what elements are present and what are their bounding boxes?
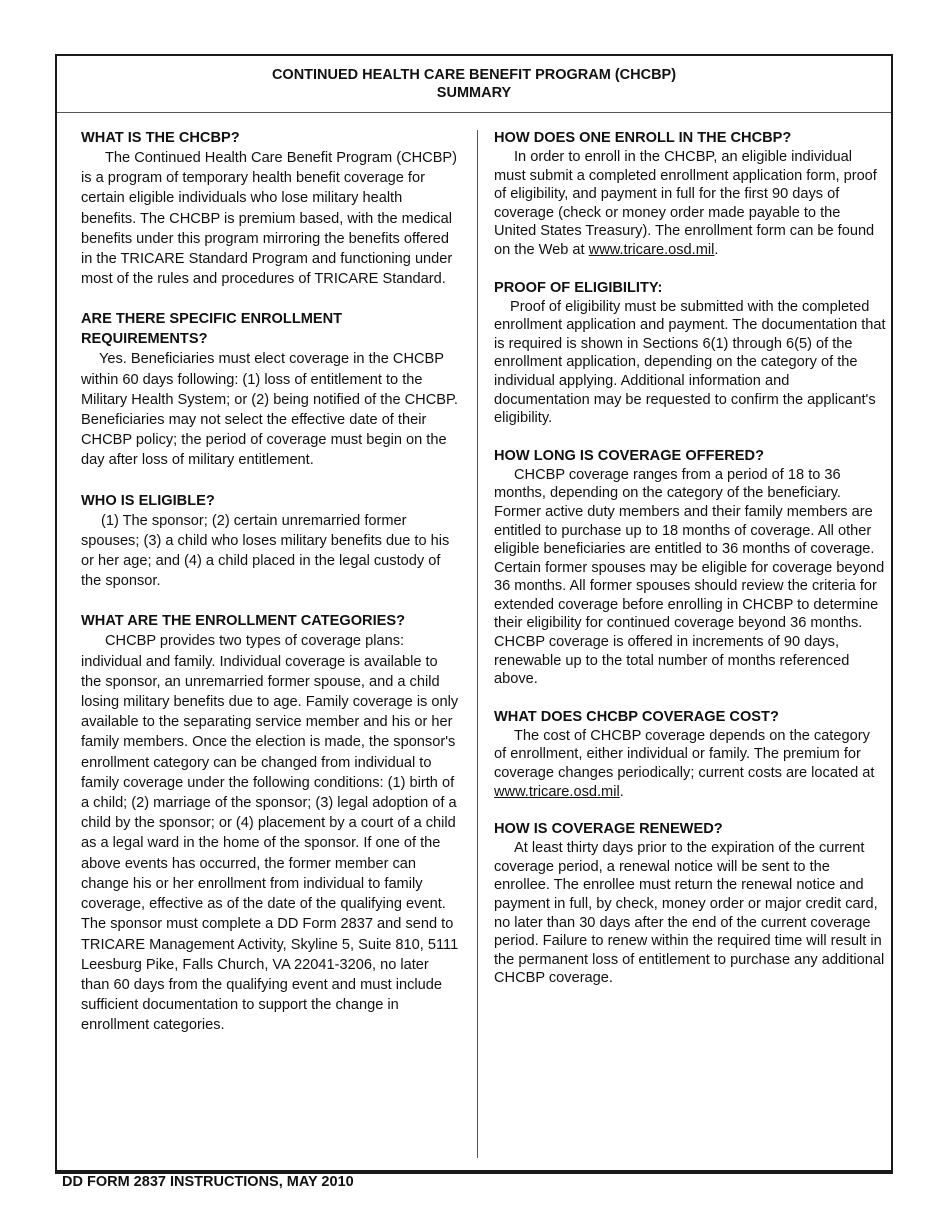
form-title: CONTINUED HEALTH CARE BENEFIT PROGRAM (CHCBP) [271, 67, 677, 83]
section-heading: WHAT DOES CHCBP COVERAGE COST? [494, 708, 779, 725]
form-header [57, 66, 891, 102]
form-footer: DD FORM 2837 INSTRUCTIONS, MAY 2010 [62, 1174, 354, 1190]
section-body: Yes. Beneficiaries must elect coverage in the CHCBP within 60 days following: (1) loss of entitlement to the Military Health System; or (2) being notified of the CHCBP. Beneficiaries may not select the effective date of their CHCBP policy; the period of coverage must begin on the day after loss of military entitlement. [81, 351, 458, 469]
form-frame [55, 54, 893, 1172]
section-heading: WHO IS ELIGIBLE? [81, 492, 215, 509]
section-heading: HOW DOES ONE ENROLL IN THE CHCBP? [494, 130, 792, 146]
column-divider [477, 130, 478, 1158]
section-body: The cost of CHCBP coverage depends on the category of enrollment, either individual or family. The premium for coverage changes periodically; current costs are located at www.tricare.osd.mil. [494, 727, 875, 800]
section-body: Proof of eligibility must be submitted with the completed enrollment application and payment. The documentation that is required is shown in Sections 6(1) through 6(5) of the enrollment application, depending on the category of the individual applying. Additional information and documentation may be requested to confirm the applicant's eligibility. [494, 298, 886, 427]
section-what-is-chcbp [81, 128, 459, 289]
section-who-is-eligible [81, 491, 459, 592]
section-how-to-enroll [494, 128, 886, 260]
section-heading: PROOF OF ELIGIBILITY: [494, 279, 663, 296]
section-body: The Continued Health Care Benefit Program (CHCBP) is a program of temporary health benefit coverage for certain eligible individuals who lose military health benefits. The CHCBP is premium based, with the medical benefits under this program mirroring the benefits offered in the TRICARE Standard Program and functioning under most of the rules and procedures of TRICARE Standard. [81, 150, 458, 288]
form-subtitle: SUMMARY [436, 85, 512, 101]
right-column [494, 128, 886, 1006]
section-body: (1) The sponsor; (2) certain unremarried former spouses; (3) a child who loses military benefits due to his or her age; and (4) a child placed in the legal custody of the sponsor. [81, 512, 450, 590]
header-divider [57, 112, 891, 113]
section-enrollment-categories [81, 611, 459, 1035]
section-body: CHCBP provides two types of coverage plans: individual and family. Individual coverage is available to the sponsor, an unremarried former spouse, and a child losing military benefits due to age. Family coverage is only available to the separating service member and his or her family members. Once the election is made, the sponsor's enrollment category can be changed from individual to family coverage under the following conditions: (1) birth of a child; (2) marriage of the sponsor; (3) legal adoption of a child by the sponsor; or (4) placement by a court of a child as a legal ward in the home of the sponsor. If one of the above events has occurred, the former member can change his or her enrollment from individual to family coverage, effective as of the date of the qualifying event. The sponsor must complete a DD Form 2837 and send to TRICARE Management Activity, Skyline 5, Suite 810, 5111 Leesburg Pike, Falls Church, VA 22041-3206, no later than 60 days from the qualifying event and must include sufficient documentation to support the change in enrollment categories. [81, 633, 459, 1034]
section-body: CHCBP coverage ranges from a period of 18 to 36 months, depending on the category of the beneficiary. Former active duty members and their family members are entitled to purchase up to 18 months of coverage. All other eligible beneficiaries are entitled to 36 months of coverage. Certain former spouses may be eligible for coverage beyond 36 months. All former spouses should review the criteria for extended coverage before enrolling in CHCBP to determine their eligibility for continued coverage beyond 36 months. CHCBP coverage is offered in increments of 90 days, renewable up to the total number of months referenced above. [494, 466, 885, 688]
section-heading: ARE THERE SPECIFIC ENROLLMENT REQUIREMENTS? [81, 311, 343, 348]
section-heading: HOW IS COVERAGE RENEWED? [494, 821, 723, 838]
tricare-web-link[interactable]: www.tricare.osd.mil [588, 241, 715, 258]
section-body: In order to enroll in the CHCBP, an eligible individual must submit a completed enrollment application form, proof of eligibility, and payment in full for the first 90 days of coverage (check or money order made payable to the United States Treasury). The enrollment form can be found on the Web at www.tricare.osd.mil. [494, 149, 877, 258]
section-heading: WHAT IS THE CHCBP? [81, 130, 240, 146]
section-coverage-cost [494, 707, 886, 801]
section-coverage-renewal [494, 819, 886, 988]
tricare-web-link[interactable]: www.tricare.osd.mil [494, 783, 620, 800]
section-body: At least thirty days prior to the expiration of the current coverage period, a renewal notice will be sent to the enrollee. The enrollee must return the renewal notice and payment in full, by check, money order or major credit card, no later than 30 days after the end of the current coverage period. Failure to renew within the required time will result in the permanent loss of entitlement to purchase any additional CHCBP coverage. [494, 840, 885, 987]
section-enrollment-requirements [81, 309, 459, 470]
left-column [81, 128, 459, 1056]
section-coverage-length [494, 446, 886, 689]
section-proof-of-eligibility [494, 278, 886, 428]
section-heading: WHAT ARE THE ENROLLMENT CATEGORIES? [81, 613, 406, 630]
section-heading: HOW LONG IS COVERAGE OFFERED? [494, 447, 764, 464]
